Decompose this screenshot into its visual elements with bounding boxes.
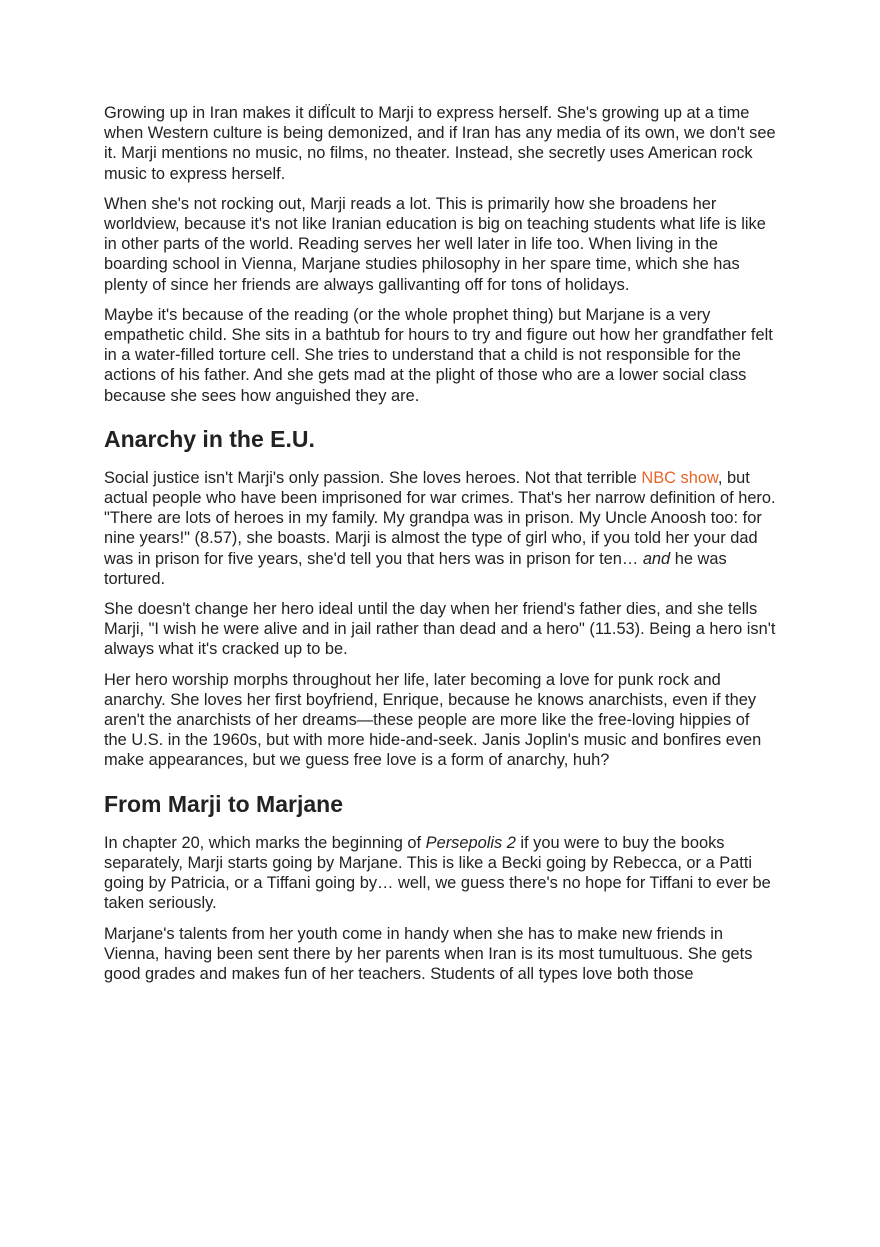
nbc-show-link[interactable]: NBC show bbox=[641, 468, 718, 487]
paragraph-iran-expression: Growing up in Iran makes it difÏcult to Marji to express herself. She's growing up at a time when Western culture is being demonized, and if Iran has any media of its own, we don't see it. Marji mentions no music, no films, no theater. Instead, she secretly uses American rock music to express herself. bbox=[104, 104, 776, 183]
paragraph-chapter-20 bbox=[104, 833, 776, 914]
persepolis-2-title: Persepolis 2 bbox=[425, 833, 516, 852]
paragraph-reading: When she's not rocking out, Marji reads a lot. This is primarily how she broadens her worldview, because it's not like Iranian education is big on teaching students what life is like in other parts of the world. Reading serves her well later in life too. When living in the boarding school in Vienna, Marjane studies philosophy in her spare time, which she has plenty of since her friends are always gallivanting off for tons of holidays. bbox=[104, 194, 766, 294]
paragraph-vienna: Marjane's talents from her youth come in handy when she has to make new friends in Vienna, having been sent there by her parents when Iran is its most tumultuous. She gets good grades and makes fun of her teachers. Students of all types love both those bbox=[104, 924, 753, 983]
paragraph-heroes-italic: and bbox=[642, 549, 671, 568]
section-heading-marjane: From Marji to Marjane bbox=[104, 790, 343, 817]
paragraph-heroes-text-end: he was tortured. bbox=[104, 549, 727, 588]
paragraph-chapter-20-text-end: if you were to buy the books separately, Marji starts going by Marjane. This is like a Becki going by Rebecca, or a Patti going by Patricia, or a Tiffani going by… well, we guess there's no hope for Tiffani to ever be taken seriously. bbox=[104, 833, 771, 913]
paragraph-hero-worship: Her hero worship morphs throughout her life, later becoming a love for punk rock and anarchy. She loves her first boyfriend, Enrique, because he knows anarchists, even if they aren't the anarchists of her dreams—these people are more like the free-loving hippies of the U.S. in the 1960s, but with more hide-and-seek. Janis Joplin's music and bonfires even make appearances, but we guess free love is a form of anarchy, huh? bbox=[104, 670, 762, 770]
paragraph-empathy: Maybe it's because of the reading (or the whole prophet thing) but Marjane is a very empathetic child. She sits in a bathtub for hours to try and figure out how her grandfather felt in a water-filled torture cell. She tries to understand that a child is not responsible for the actions of his father. And she gets mad at the plight of those who are a lower social class because she sees how anguished they are. bbox=[104, 305, 773, 405]
paragraph-chapter-20-text-start: In chapter 20, which marks the beginning of bbox=[104, 833, 426, 852]
paragraph-heroes bbox=[104, 468, 776, 589]
paragraph-heroes-text-middle: , but actual people who have been imprisoned for war crimes. That's her narrow definition of hero. "There are lots of heroes in my family. My grandpa was in prison. My Uncle Anoosh too: for nine years!" (8.57), she boasts. Marji is almost the type of girl who, if you told her your dad was in prison for five years, she'd tell you that hers was in prison for ten… bbox=[104, 468, 776, 568]
article-body bbox=[104, 103, 776, 994]
paragraph-heroes-text-start: Social justice isn't Marji's only passion. She loves heroes. Not that terrible bbox=[104, 468, 642, 487]
paragraph-hero-ideal: She doesn't change her hero ideal until the day when her friend's father dies, and she tells Marji, "I wish he were alive and in jail rather than dead and a hero" (11.53). Being a hero isn't always what it's cracked up to be. bbox=[104, 600, 776, 659]
section-heading-anarchy: Anarchy in the E.U. bbox=[104, 425, 315, 452]
